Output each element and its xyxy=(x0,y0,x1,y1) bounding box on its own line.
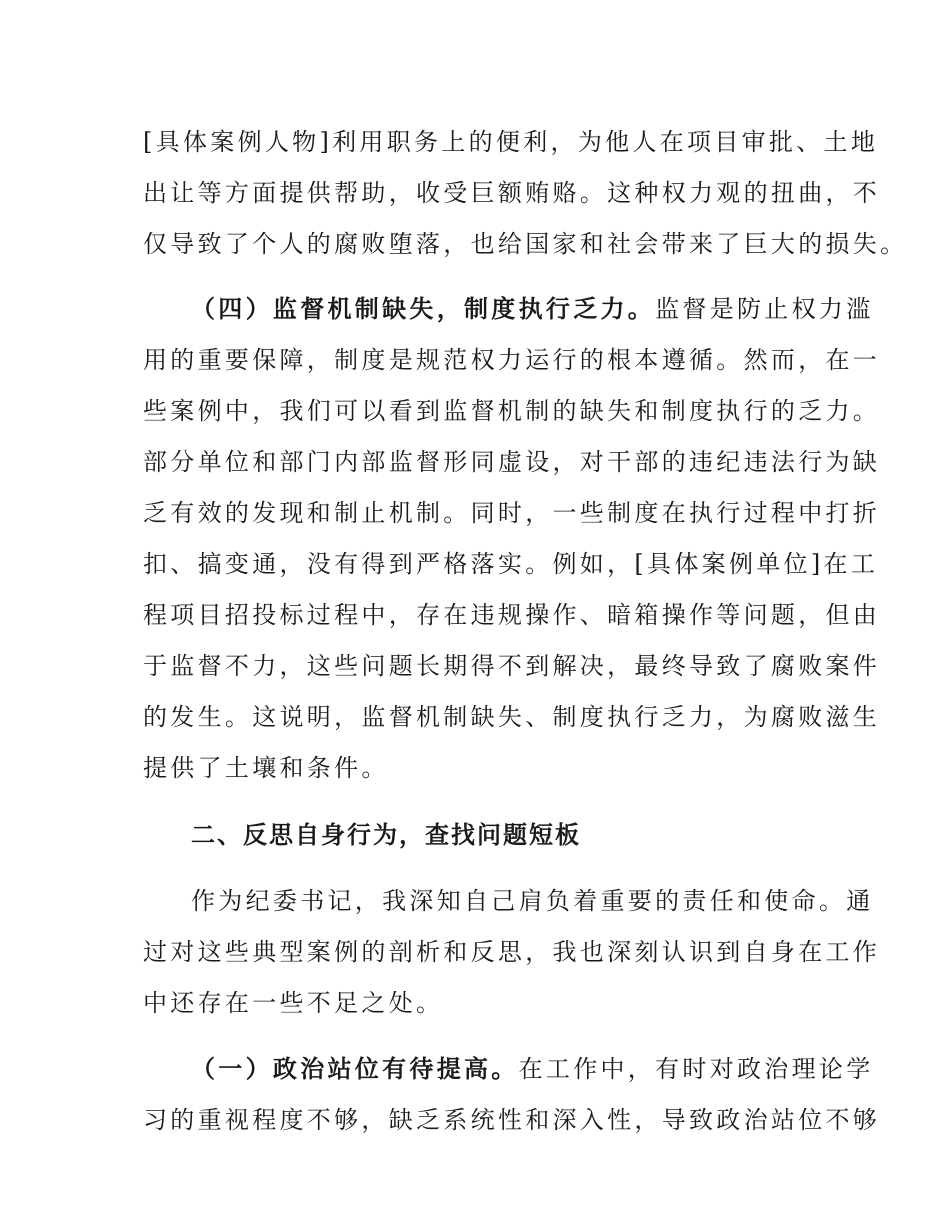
paragraph-four-lead: （四）监督机制缺失，制度执行乏力。 xyxy=(191,295,656,323)
body-text-line: 些案例中，我们可以看到监督机制的缺失和制度执行的乏力。 xyxy=(143,397,881,425)
body-text-line: 于监督不力，这些问题长期得不到解决，最终导致了腐败案件 xyxy=(143,652,881,680)
body-text-line: 出让等方面提供帮助，收受巨额贿赂。这种权力观的扭曲，不 xyxy=(143,179,881,207)
paragraph-four-text: 监督是防止权力滥 xyxy=(655,295,874,323)
body-text-line: 仅导致了个人的腐败堕落，也给国家和社会带来了巨大的损失。 xyxy=(143,230,908,258)
body-text-line: 乏有效的发现和制止机制。同时，一些制度在执行过程中打折 xyxy=(143,499,881,527)
body-text-line: 提供了土壤和条件。 xyxy=(143,754,389,782)
body-text-line: 过对这些典型案例的剖析和反思，我也深刻认识到自身在工作 xyxy=(143,938,881,966)
body-text-line: 作为纪委书记，我深知自己肩负着重要的责任和使命。通 xyxy=(191,887,874,915)
body-text-line: 习的重视程度不够，缺乏系统性和深入性，导致政治站位不够 xyxy=(143,1106,881,1134)
paragraph-one-lead: （一）政治站位有待提高。 xyxy=(191,1055,519,1083)
paragraph-four-first-line xyxy=(143,286,881,332)
section-heading: 二、反思自身行为，查找问题短板 xyxy=(191,821,581,849)
body-text-line: 部分单位和部门内部监督形同虚设，对干部的违纪违法行为缺 xyxy=(143,448,881,476)
body-text-line: [具体案例人物]利用职务上的便利，为他人在项目审批、土地 xyxy=(143,128,879,156)
body-text-line: 扣、搞变通，没有得到严格落实。例如，[具体案例单位]在工 xyxy=(143,550,879,578)
body-text-line: 用的重要保障，制度是规范权力运行的根本遵循。然而，在一 xyxy=(143,346,881,374)
body-text-line: 的发生。这说明，监督机制缺失、制度执行乏力，为腐败滋生 xyxy=(143,703,881,731)
body-text-line: 中还存在一些不足之处。 xyxy=(143,989,444,1017)
body-text-line: 程项目招投标过程中，存在违规操作、暗箱操作等问题，但由 xyxy=(143,601,881,629)
paragraph-one-text: 在工作中，有时对政治理论学 xyxy=(518,1055,874,1083)
paragraph-one-first-line xyxy=(143,1046,881,1092)
